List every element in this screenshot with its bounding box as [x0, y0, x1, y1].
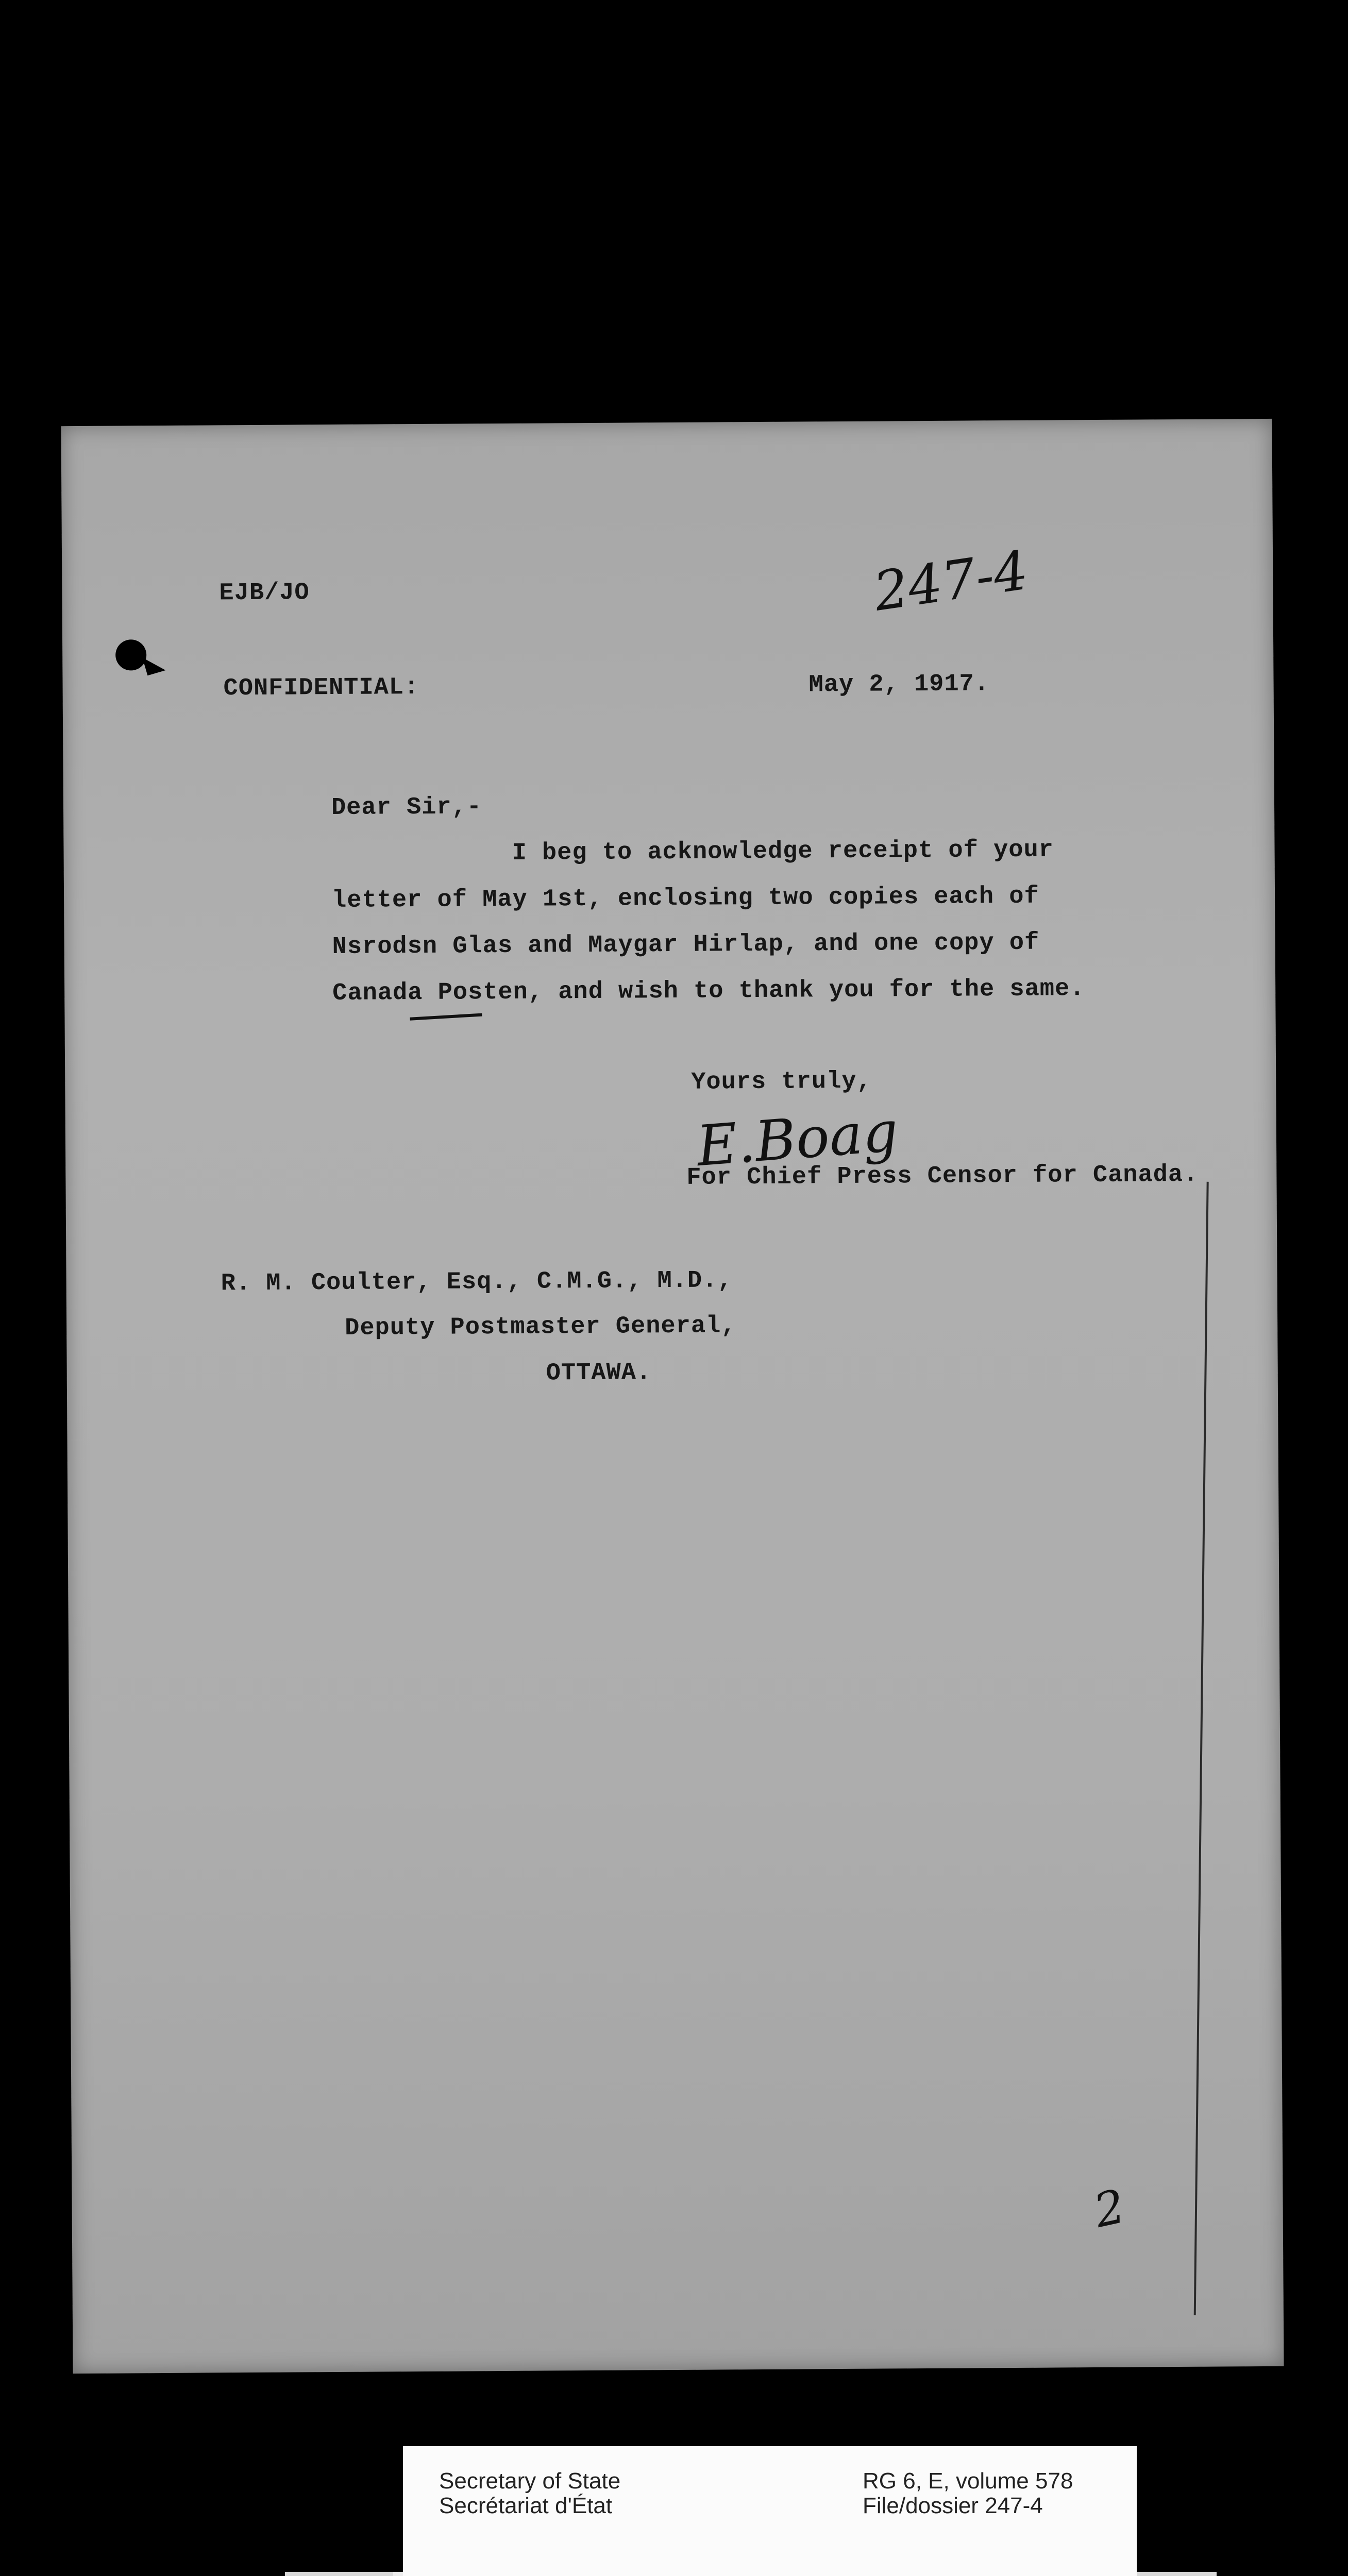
body-line-1: I beg to acknowledge receipt of your: [512, 836, 1054, 867]
body-line-2: letter of May 1st, enclosing two copies each of: [331, 883, 1039, 915]
record-group: RG 6, E, volume 578: [863, 2468, 1073, 2494]
letter-date: May 2, 1917.: [808, 670, 990, 699]
handwritten-file-number: 247-4: [870, 538, 1032, 623]
signature-title: For Chief Press Censor for Canada.: [686, 1161, 1199, 1192]
closing: Yours truly,: [691, 1067, 872, 1096]
department-french: Secrétariat d'État: [439, 2493, 613, 2518]
department-english: Secretary of State: [439, 2468, 621, 2494]
reference-label: [403, 2446, 1137, 2576]
signature: E.Boag: [694, 1099, 901, 1179]
recipient-line-3: OTTAWA.: [546, 1359, 652, 1387]
page-number-mark: 2: [1089, 2179, 1130, 2239]
letter-page: [61, 419, 1284, 2374]
tray-left-tab: [285, 2572, 393, 2576]
classification: CONFIDENTIAL:: [223, 673, 419, 703]
body-line-4: Canada Posten, and wish to thank you for the same.: [332, 975, 1085, 1008]
recipient-line-2: Deputy Postmaster General,: [345, 1312, 736, 1342]
recipient-line-1: R. M. Coulter, Esq., C.M.G., M.D.,: [221, 1267, 733, 1298]
reference-code: EJB/JO: [219, 579, 310, 607]
salutation: Dear Sir,-: [331, 793, 482, 822]
handwritten-underline: [410, 1013, 482, 1021]
file-dossier: File/dossier 247-4: [863, 2493, 1043, 2518]
fold-crease: [1194, 1182, 1209, 2315]
body-line-3: Nsrodsn Glas and Maygar Hirlap, and one copy of: [332, 929, 1040, 961]
tray-right-tab: [1134, 2572, 1217, 2576]
hole-punch-mark: [111, 634, 168, 681]
